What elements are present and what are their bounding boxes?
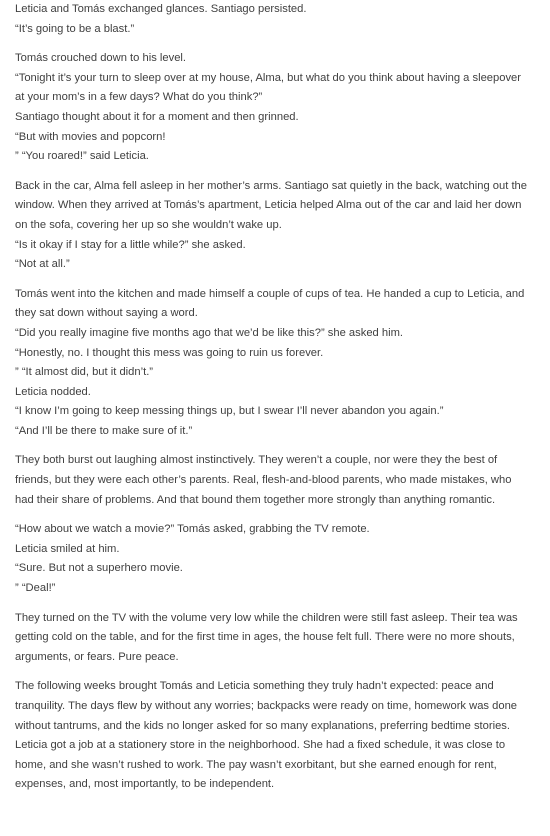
text-line: “And I’ll be there to make sure of it.”: [15, 424, 193, 437]
text-line: “Honestly, no. I thought this mess was going to ruin us forever.: [15, 346, 324, 359]
text-line: Leticia nodded.: [15, 385, 91, 398]
text-line: without tantrums, and the kids no longer asked for so many explanations, preferring bedtime stories.: [15, 719, 510, 732]
text-line: window. When they arrived at Tomás’s apartment, Leticia helped Alma out of the car and laid her down: [15, 199, 522, 212]
text-line: at your mom’s in a few days? What do you think?”: [15, 91, 263, 104]
text-line: “But with movies and popcorn!: [15, 130, 166, 143]
text-line: They turned on the TV with the volume very low while the children were still fast asleep. Their tea was: [15, 611, 518, 624]
text-line: Leticia and Tomás exchanged glances. Santiago persisted.: [15, 3, 307, 15]
story-paragraph: [15, 520, 545, 598]
text-line: Santiago thought about it for a moment and then grinned.: [15, 110, 299, 123]
text-line: on the sofa, covering her up so she wouldn’t wake up.: [15, 218, 282, 231]
text-line: “Did you really imagine five months ago that we’d be like this?” she asked him.: [15, 326, 404, 339]
story-paragraph: [15, 451, 545, 510]
text-line: had their share of problems. And that bound them together more strongly than anything romantic.: [15, 493, 496, 506]
text-line: “Is it okay if I stay for a little while?” she asked.: [15, 238, 246, 251]
text-line: arguments, or fears. Pure peace.: [15, 650, 179, 663]
story-paragraph: [15, 609, 545, 668]
text-line: tranquility. The days flew by without any worries; backpacks were ready on time, homework was done: [15, 700, 518, 712]
text-line: ” “Deal!”: [15, 582, 56, 595]
story-paragraph: [15, 0, 545, 39]
text-line: home, and she wasn’t rushed to work. The pay wasn’t exorbitant, but she earned enough for rent,: [15, 758, 497, 771]
text-line: “Not at all.”: [15, 258, 70, 271]
text-line: Leticia got a job at a stationery store in the neighborhood. She had a fixed schedule, it was close to: [15, 739, 506, 752]
story-paragraph: [15, 677, 545, 795]
text-line: ” “You roared!” said Leticia.: [15, 150, 149, 163]
story-paragraph: [15, 177, 545, 275]
text-line: Tomás went into the kitchen and made himself a couple of cups of tea. He handed a cup to Leticia, and: [15, 287, 525, 300]
text-line: “Tonight it’s your turn to sleep over at my house, Alma, but what do you think about having a sleepover: [15, 71, 522, 84]
text-line: The following weeks brought Tomás and Leticia something they truly hadn’t expected: peace and: [15, 680, 494, 693]
story-paragraph: [15, 285, 545, 442]
text-line: Tomás crouched down to his level.: [15, 52, 187, 65]
story-paragraph: [15, 49, 545, 167]
text-line: “Sure. But not a superhero movie.: [15, 562, 183, 575]
text-line: “It’s going to be a blast.”: [15, 22, 135, 35]
text-line: “How about we watch a movie?” Tomás asked, grabbing the TV remote.: [15, 523, 370, 536]
text-line: they sat down without saying a word.: [15, 307, 198, 320]
story-text: [15, 0, 545, 805]
text-line: Back in the car, Alma fell asleep in her mother’s arms. Santiago sat quietly in the back, watching out the: [15, 179, 528, 192]
text-line: They both burst out laughing almost instinctively. They weren’t a couple, nor were they the best of: [15, 454, 498, 467]
text-line: “I know I’m going to keep messing things up, but I swear I’ll never abandon you again.”: [15, 405, 444, 418]
text-line: ” “It almost did, but it didn’t.”: [15, 366, 154, 379]
text-line: friends, but they were each other’s parents. Real, flesh-and-blood parents, who made mistakes, who: [15, 474, 512, 487]
text-line: expenses, and, most importantly, to be independent.: [15, 778, 275, 791]
text-line: Leticia smiled at him.: [15, 542, 120, 555]
text-line: getting cold on the table, and for the first time in ages, the house felt full. There were no more shouts,: [15, 631, 515, 644]
